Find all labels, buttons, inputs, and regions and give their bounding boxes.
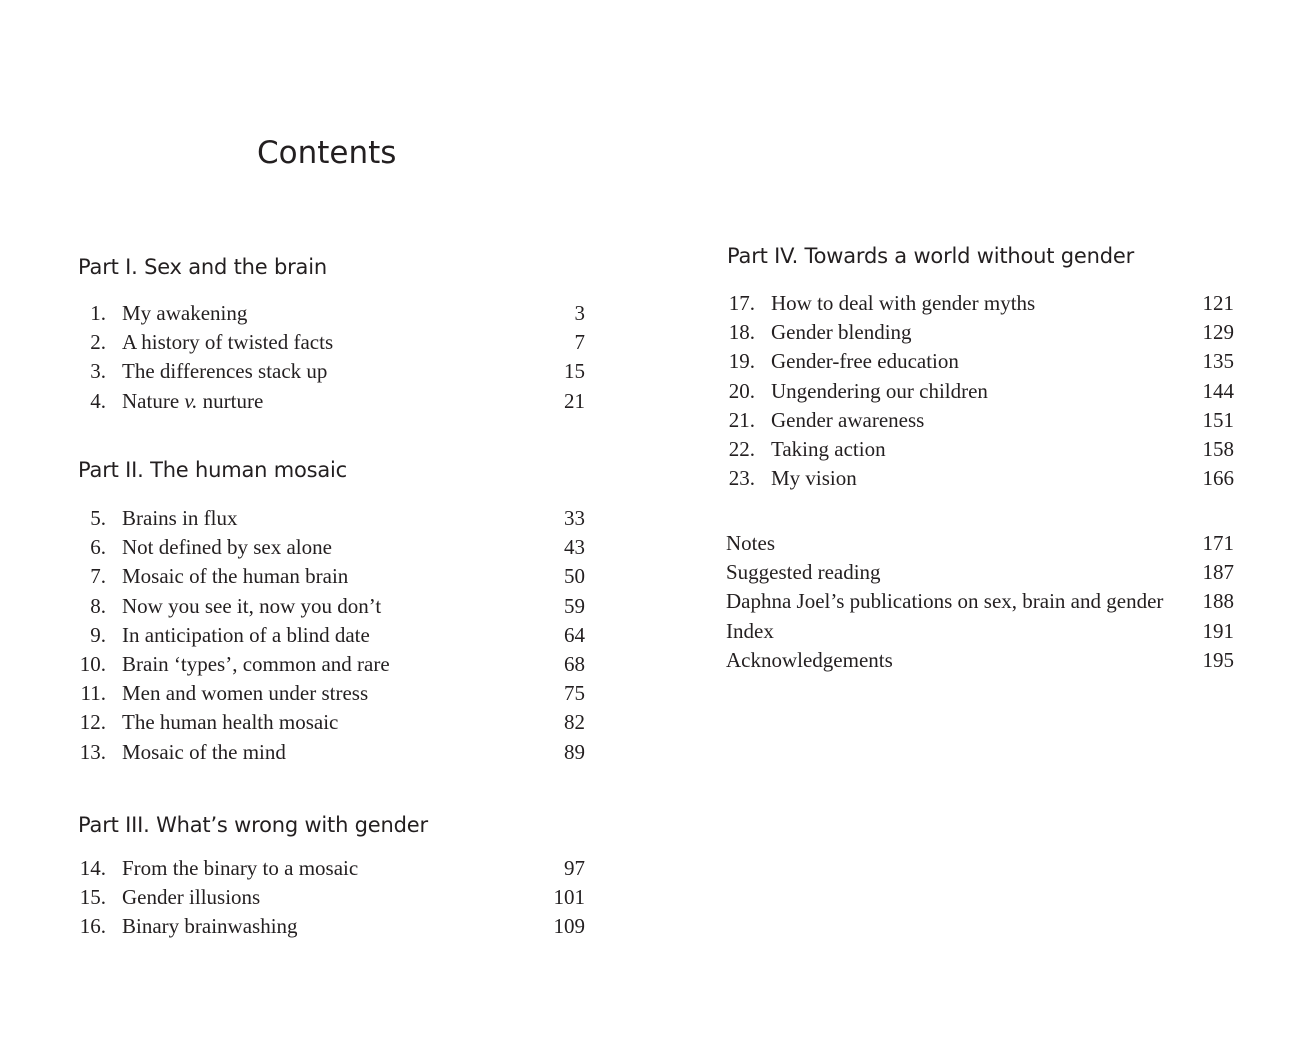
page-number: 121 [1202,291,1234,315]
chapter-number: 9. [90,622,106,647]
toc-entry-chapter-2[interactable] [76,328,585,357]
page-number: 144 [1202,378,1234,403]
toc-entry-chapter-23[interactable] [725,464,1234,493]
chapter-title: The human health mosaic [122,710,339,735]
toc-entry-chapter-14[interactable] [76,854,585,883]
part-heading-2: Part II. The human mosaic [78,458,348,482]
page-number: 50 [564,564,585,589]
toc-entry-chapter-9[interactable] [76,621,585,650]
part-heading-1: Part I. Sex and the brain [78,255,327,279]
chapter-title: Not defined by sex alone [122,535,332,560]
part-heading-4: Part IV. Towards a world without gender [727,244,1135,268]
chapter-number: 2. [90,330,106,355]
backmatter-title: Daphna Joel’s publications on sex, brain and gender [726,589,1164,614]
chapter-title: Brain ‘types’, common and rare [122,651,390,676]
chapter-number: 19. [728,349,755,374]
backmatter-title: Suggested reading [726,560,881,585]
page-number: 89 [564,739,585,764]
page-number: 82 [564,710,585,735]
chapter-list-part-1 [76,299,585,416]
chapter-title: Gender-free education [771,349,959,374]
toc-entry-chapter-19[interactable] [725,347,1234,376]
toc-entry-chapter-7[interactable] [76,562,585,591]
chapter-number: 1. [90,301,106,325]
toc-entry-chapter-5[interactable] [76,504,585,533]
toc-entry-index[interactable] [726,617,1234,646]
part-heading-3: Part III. What’s wrong with gender [78,813,428,837]
chapter-number: 16. [79,914,106,939]
toc-entry-chapter-12[interactable] [76,708,585,737]
page-title: Contents [257,135,397,171]
page-number: 64 [564,622,585,647]
toc-entry-chapter-6[interactable] [76,533,585,562]
chapter-title: A history of twisted facts [122,330,334,355]
toc-entry-chapter-13[interactable] [76,738,585,767]
chapter-title: Mosaic of the human brain [122,564,349,589]
toc-entry-publications[interactable] [726,587,1234,616]
chapter-title: Binary brainwashing [122,914,298,939]
page-number: 171 [1202,531,1234,555]
chapter-title: From the binary to a mosaic [122,856,359,880]
chapter-title: Gender illusions [122,885,261,910]
page-number: 151 [1202,407,1234,432]
toc-entry-chapter-20[interactable] [725,377,1234,406]
chapter-title: Brains in flux [122,506,238,530]
page-number: 158 [1202,436,1234,461]
backmatter-list [726,529,1234,675]
chapter-number: 3. [90,359,106,384]
page-number: 191 [1202,618,1234,643]
page-number: 75 [564,681,585,706]
toc-entry-chapter-11[interactable] [76,679,585,708]
page-number: 15 [564,359,585,384]
page-number: 3 [574,301,585,325]
toc-entry-chapter-8[interactable] [76,592,585,621]
page-number: 21 [564,388,585,413]
backmatter-title: Index [726,618,774,643]
chapter-number: 10. [79,651,106,676]
page-number: 59 [564,593,585,618]
chapter-title-part: Nature [122,388,185,413]
page-number: 166 [1202,466,1234,491]
toc-entry-chapter-17[interactable] [725,289,1234,318]
toc-entry-chapter-18[interactable] [725,318,1234,347]
chapter-number: 12. [79,710,106,735]
chapter-title: The differences stack up [122,359,328,384]
chapter-title: My awakening [122,301,248,325]
chapter-number: 22. [728,436,755,461]
toc-entry-chapter-22[interactable] [725,435,1234,464]
page-number: 33 [564,506,585,530]
page-number: 187 [1202,560,1234,585]
chapter-title: Gender blending [771,320,912,345]
chapter-number: 13. [79,739,106,764]
page-number: 129 [1202,320,1234,345]
chapter-list-part-3 [76,854,585,942]
page-number: 188 [1202,589,1234,614]
chapter-title: Gender awareness [771,407,925,432]
chapter-title [122,387,263,416]
chapter-title: Ungendering our children [771,378,988,403]
chapter-title: Now you see it, now you don’t [122,593,382,618]
toc-entry-chapter-10[interactable] [76,650,585,679]
chapter-list-part-4 [725,289,1234,493]
chapter-number: 11. [80,681,106,706]
toc-entry-chapter-1[interactable] [76,299,585,328]
toc-entry-chapter-15[interactable] [76,883,585,912]
chapter-number: 5. [90,506,106,530]
page-number: 101 [553,885,585,910]
page-number: 195 [1202,647,1234,672]
toc-entry-chapter-21[interactable] [725,406,1234,435]
chapter-number: 14. [79,856,106,880]
toc-entry-chapter-16[interactable] [76,912,585,941]
chapter-number: 6. [90,535,106,560]
chapter-number: 4. [90,388,106,413]
chapter-title-italic: v. [184,388,198,413]
backmatter-title: Acknowledgements [726,647,893,672]
toc-entry-acknowledgements[interactable] [726,646,1234,675]
chapter-title-part: nurture [197,388,264,413]
page-number: 68 [564,651,585,676]
chapter-title: My vision [771,466,857,491]
chapter-title: How to deal with gender myths [771,291,1036,315]
page-number: 109 [553,914,585,939]
chapter-title: Men and women under stress [122,681,369,706]
chapter-number: 23. [728,466,755,491]
toc-entry-chapter-4[interactable] [76,387,585,416]
page-number: 97 [564,856,585,880]
backmatter-title: Notes [726,531,775,555]
chapter-number: 15. [79,885,106,910]
page-number: 7 [574,330,585,355]
chapter-number: 7. [90,564,106,589]
toc-entry-notes[interactable] [726,529,1234,558]
chapter-list-part-2 [76,504,585,767]
chapter-number: 8. [90,593,106,618]
chapter-title: In anticipation of a blind date [122,622,370,647]
chapter-title: Taking action [771,436,886,461]
chapter-number: 17. [728,291,755,315]
page-number: 43 [564,535,585,560]
chapter-number: 18. [728,320,755,345]
page-number: 135 [1202,349,1234,374]
chapter-number: 21. [728,407,755,432]
toc-entry-suggested-reading[interactable] [726,558,1234,587]
chapter-title: Mosaic of the mind [122,739,286,764]
toc-entry-chapter-3[interactable] [76,357,585,386]
chapter-number: 20. [728,378,755,403]
